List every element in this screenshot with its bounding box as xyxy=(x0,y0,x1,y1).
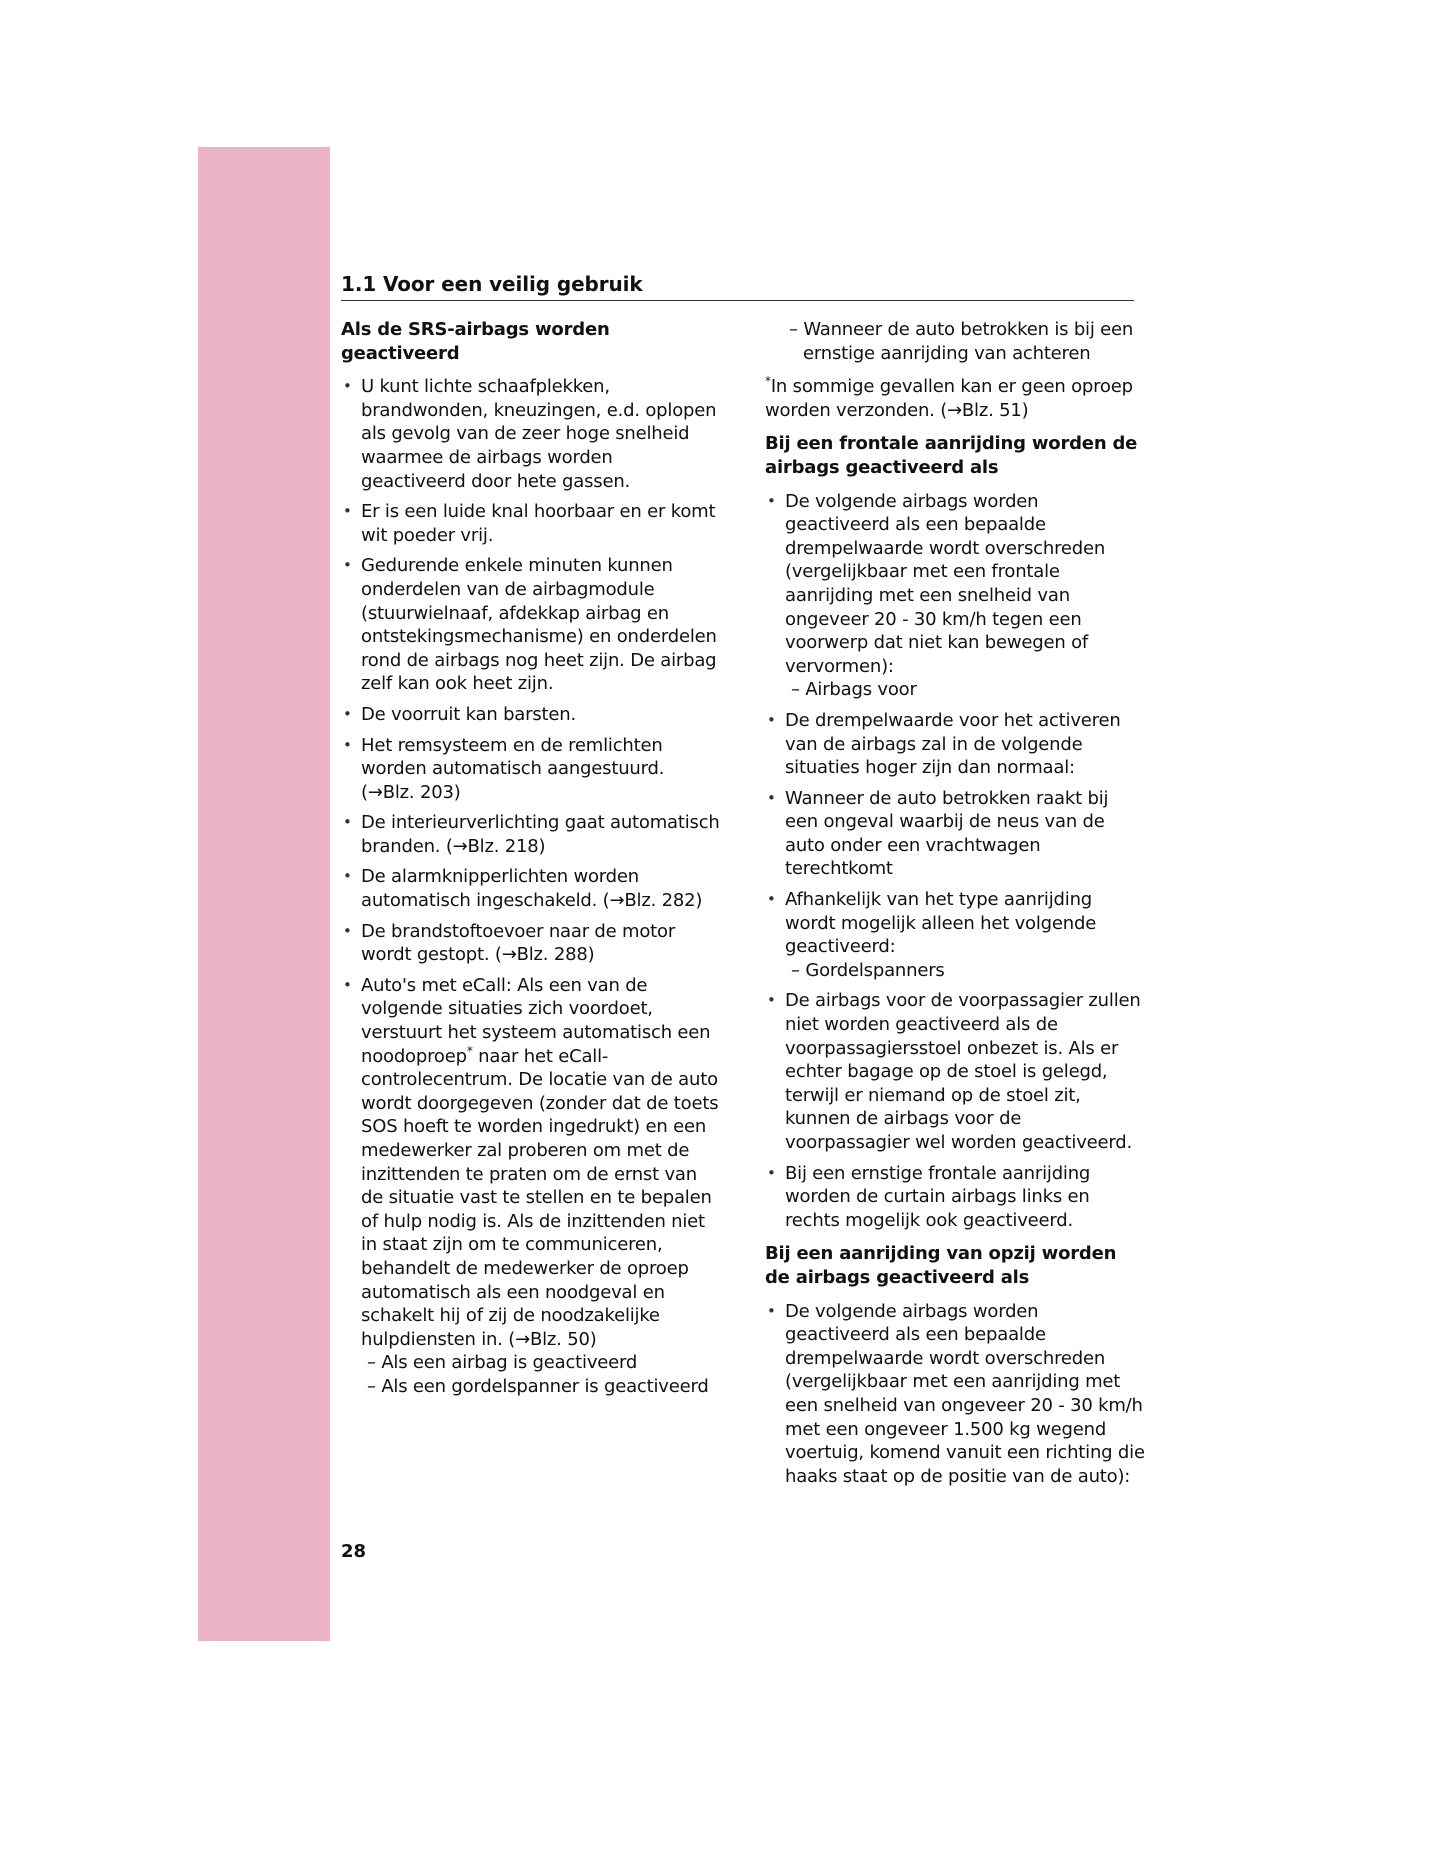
footnote-text: In sommige gevallen kan er geen oproep worden verzonden. (→Blz. 51) xyxy=(765,376,1133,421)
list-item: • Wanneer de auto betrokken raakt bij een ongeval waarbij de neus van de auto onder een vrachtwagen terechtkomt xyxy=(765,787,1145,881)
side-collision-heading: Bij een aanrijding van opzij worden de airbags geactiveerd als xyxy=(765,1243,1117,1288)
right-column xyxy=(765,318,1145,1498)
ecall-list-item xyxy=(341,974,721,1399)
list-item: • U kunt lichte schaafplekken, brandwonden, kneuzingen, e.d. oplopen als gevolg van de zeer hoge snelheid waarmee de airbags worden geactiveerd door hete gassen. xyxy=(341,375,721,493)
list-item: • De interieurverlichting gaat automatisch branden. (→Blz. 218) xyxy=(341,811,721,858)
list-item: • De brandstoftoevoer naar de motor wordt gestopt. (→Blz. 288) xyxy=(341,920,721,967)
list-item: • De drempelwaarde voor het activeren van de airbags zal in de volgende situaties hoger zijn dan normaal: xyxy=(765,709,1145,780)
list-item: • Er is een luide knal hoorbaar en er komt wit poeder vrij. xyxy=(341,500,721,547)
dash-item: – Gordelspanners xyxy=(791,959,945,981)
frontal-collision-heading: Bij een frontale aanrijding worden de airbags geactiveerd als xyxy=(765,433,1138,478)
pink-margin-band xyxy=(198,147,330,1641)
list-item: • De volgende airbags worden geactiveerd als een bepaalde drempelwaarde wordt overschreden (vergelijkbaar met een aanrijding met een snelheid van ongeveer 20 - 30 km/h met een ongeveer 1.500 kg wegend voertuig, komend vanuit een richting die haaks staat op de positie van de auto): xyxy=(765,1300,1145,1489)
airbag-activation-heading: Als de SRS-airbags worden geactiveerd xyxy=(341,319,610,364)
list-item: • Gedurende enkele minuten kunnen onderdelen van de airbagmodule (stuurwielnaaf, afdekkap airbag en ontstekingsmechanisme) en onderdelen rond de airbags nog heet zijn. De airbag zelf kan ook heet zijn. xyxy=(341,554,721,696)
ecall-text-part1: Auto's met eCall: Als een van de volgende situaties zich voordoet, verstuurt het systeem automatisch een noodoproep xyxy=(361,974,711,1067)
frontal-bullet-list xyxy=(765,490,1145,1233)
rear-collision-dash: – Wanneer de auto betrokken is bij een ernstige aanrijding van achteren xyxy=(789,319,1134,364)
side-bullet-list xyxy=(765,1300,1145,1489)
section-header xyxy=(341,270,1134,301)
list-item: • Bij een ernstige frontale aanrijding worden de curtain airbags links en rechts mogelijk ook geactiveerd. xyxy=(765,1162,1145,1233)
footnote-marker: * xyxy=(765,374,771,389)
left-column xyxy=(341,318,721,1409)
ecall-dash-belt: – Als een gordelspanner is geactiveerd xyxy=(367,1375,709,1397)
list-item: • Het remsysteem en de remlichten worden automatisch aangestuurd. (→Blz. 203) xyxy=(341,734,721,805)
list-item xyxy=(765,490,1145,702)
left-bullet-list xyxy=(341,375,721,1398)
list-item xyxy=(765,888,1145,982)
dash-item: – Airbags voor xyxy=(791,679,917,701)
ecall-dash-airbag: – Als een airbag is geactiveerd xyxy=(367,1352,638,1374)
footnote xyxy=(765,375,1145,422)
footnote-marker: * xyxy=(466,1043,473,1058)
page-number: 28 xyxy=(341,1541,367,1562)
ecall-text-part2: naar het eCall-controlecentrum. De locatie van de auto wordt doorgegeven (zonder dat de toets SOS hoeft te worden ingedrukt) en een medewerker zal proberen om met de inzittenden te praten om de ernst van de situatie vast te stellen en te bepalen of hulp nodig is. Als de inzittenden niet in staat zijn om te communiceren, behandelt de medewerker de oproep automatisch als een noodgeval en schakelt hij of zij de noodzakelijke hulpdiensten in. (→Blz. 50) xyxy=(361,1045,719,1350)
list-item: • De voorruit kan barsten. xyxy=(341,703,721,727)
list-item: • De alarmknipperlichten worden automatisch ingeschakeld. (→Blz. 282) xyxy=(341,865,721,912)
list-item-text: De volgende airbags worden geactiveerd als een bepaalde drempelwaarde wordt overschreden (vergelijkbaar met een frontale aanrijding met een snelheid van ongeveer 20 - 30 km/h tegen een voorwerp dat niet kan bewegen of vervormen): xyxy=(785,490,1106,677)
list-item-text: Afhankelijk van het type aanrijding wordt mogelijk alleen het volgende geactiveerd: xyxy=(785,889,1097,958)
list-item: • De airbags voor de voorpassagier zullen niet worden geactiveerd als de voorpassagiersstoel onbezet is. Als er echter bagage op de stoel is gelegd, terwijl er niemand op de stoel zit, kunnen de airbags voor de voorpassagier wel worden geactiveerd. xyxy=(765,989,1145,1154)
section-title: 1.1 Voor een veilig gebruik xyxy=(341,272,643,296)
